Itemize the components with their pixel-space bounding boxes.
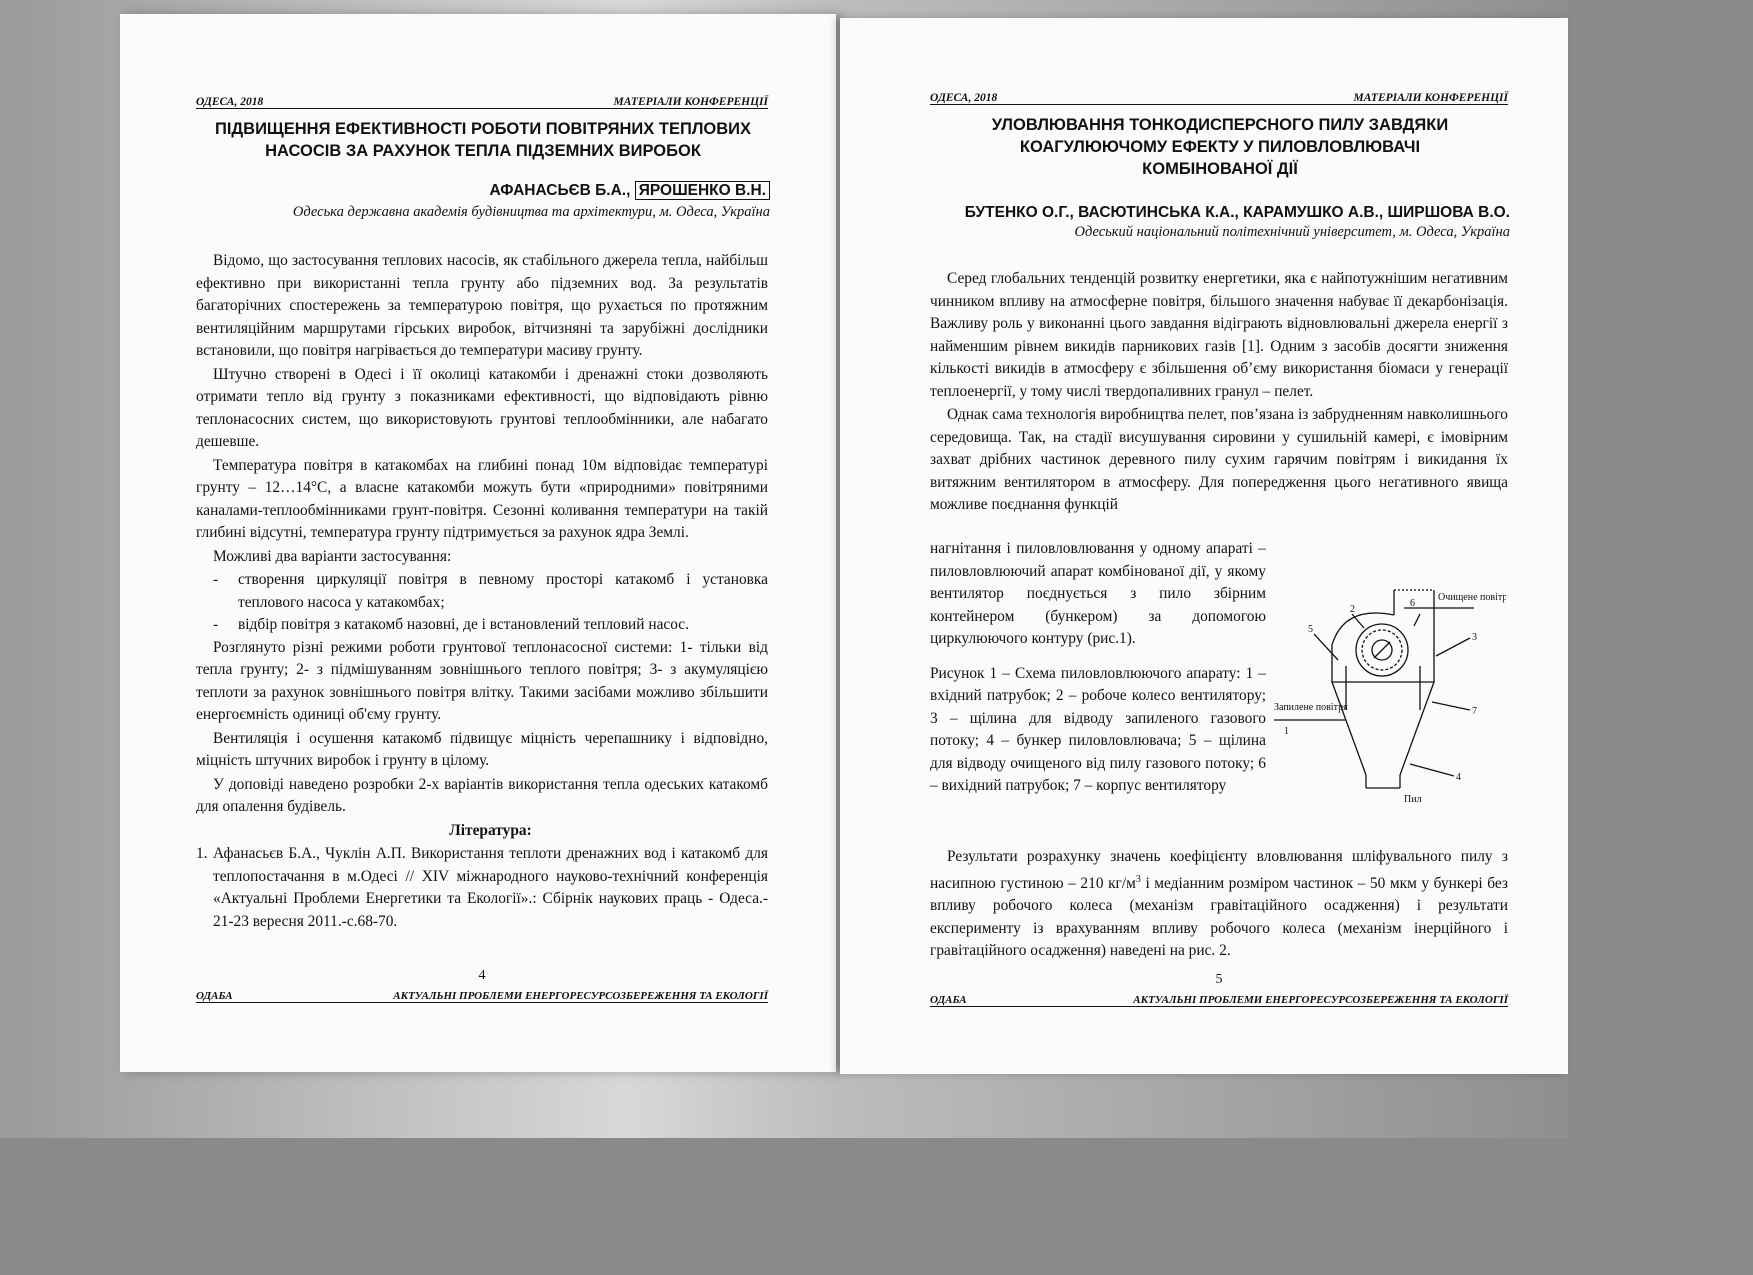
author-name: АФАНАСЬЄВ Б.А., (489, 182, 631, 199)
label-6: 6 (1410, 598, 1415, 609)
paragraph: Відомо, що застосування теплових насосів, як стабільного джерела тепла, найбільш ефективно при використанні тепла грунту або підземних вод. За результатів багаторічних спостережень за температурою повітря, що рухається по протяжним вентиляційним маршрутами гірських виробок, вітчизняні та зарубіжні дослідники встановили, що повітря нагрівається до температури масиву грунту. (196, 252, 768, 359)
left-title-line: НАСОСІВ ЗА РАХУНОК ТЕПЛА ПІДЗЕМНИХ ВИРОБОК (265, 142, 701, 160)
right-footer-title: АКТУАЛЬНІ ПРОБЛЕМИ ЕНЕРГОРЕСУРСОЗБЕРЕЖЕННЯ ТА ЕКОЛОГІЇ (1133, 994, 1508, 1006)
right-body-top (930, 268, 1508, 517)
paragraph: У доповіді наведено розробки 2-х варіантів використання тепла одеських катакомб для опалення будівель. (196, 775, 768, 815)
dash-bullet: - (213, 571, 219, 588)
left-footer-title: АКТУАЛЬНІ ПРОБЛЕМИ ЕНЕРГОРЕСУРСОЗБЕРЕЖЕННЯ ТА ЕКОЛОГІЇ (393, 990, 768, 1002)
figure-1-diagram (1274, 570, 1506, 810)
paragraph: Можливі два варіанти застосування: (213, 547, 452, 565)
right-page-number: 5 (1215, 972, 1223, 987)
right-body-narrow (930, 538, 1266, 799)
left-page-number: 4 (478, 968, 486, 983)
right-title-line: КОАГУЛЮЮЧОМУ ЕФЕКТУ У ПИЛОВЛОВЛЮВАЧІ (1019, 138, 1421, 156)
bullet-list (196, 569, 768, 637)
dust-label: Пил (1404, 794, 1422, 805)
left-article-title (180, 118, 786, 162)
superscript: 3 (1135, 873, 1141, 885)
left-running-header (196, 96, 768, 109)
right-body-bottom (930, 846, 1508, 964)
literature-heading: Література: (449, 821, 532, 839)
paragraph-continuation: нагнітання і пиловловлювання у одному апараті – пиловловлюючий апарат комбінованої дії, у якому вентилятор поєднується з пило збірним контейнером (бункером) за допомогою циркулюючого контуру (рис.1). (930, 540, 1266, 647)
label-2: 2 (1350, 604, 1355, 615)
left-affiliation: Одеська державна академія будівництва та архітектури, м. Одеса, Україна (292, 204, 770, 220)
dust-collector-schematic (1274, 570, 1506, 810)
right-affiliation: Одеський національний політехнічний університет, м. Одеса, Україна (1074, 224, 1510, 240)
paragraph: Штучно створені в Одесі і її околиці катакомби і дренажні стоки дозволяють отримати тепло від грунту з показниками ефективності, що відповідають рівню теплонасосних систем, що використовують грунтові теплообмінники, але набагато дешевше. (196, 365, 768, 450)
list-item (196, 614, 768, 637)
paragraph: Вентиляція і осушення катакомб підвищує міцність черепашнику і відповідно, міцність штучних виробок і грунту в цілому. (196, 729, 768, 769)
right-authors: БУТЕНКО О.Г., ВАСЮТИНСЬКА К.А., КАРАМУШКО А.В., ШИРШОВА В.О. (964, 204, 1510, 221)
label-4: 4 (1456, 772, 1461, 783)
paragraph-text: Результати розрахунку значень коефіцієнту вловлювання шліфувального пилу з насипною густиною – 210 кг/м (930, 848, 1508, 892)
right-footer-org: ОДАБА (930, 994, 967, 1006)
label-7: 7 (1472, 706, 1477, 717)
reference-text: Афанасьєв Б.А., Чуклін А.П. Використання теплоти дренажних вод і катакомб для теплопостачання в м.Одесі // XIV міжнародного науково-технічний конференція «Актуальні Проблеми Енергетики та Екології».: Сбірнік наукових праць - Одеса.- 21-23 вересня 2011.-с.68-70. (213, 845, 768, 930)
clean-air-label: Очищене повітря (1438, 592, 1506, 603)
paragraph-text: і медіанним розміром частинок – 50 мкм у бункері без впливу робочого колеса (механізм гравітаційного осадження) і результати експерименту із врахуванням впливу робочого колеса (механізм інерційного і гравітаційного осадження) наведені на рис. 2. (930, 874, 1508, 960)
label-5: 5 (1308, 624, 1313, 635)
right-title-line: УЛОВЛЮВАННЯ ТОНКОДИСПЕРСНОГО ПИЛУ ЗАВДЯКИ (991, 116, 1449, 134)
left-title-line: ПІДВИЩЕННЯ ЕФЕКТИВНОСТІ РОБОТИ ПОВІТРЯНИХ ТЕПЛОВИХ (214, 120, 752, 138)
right-running-header (930, 92, 1508, 105)
list-item (196, 569, 768, 614)
right-running-footer (930, 994, 1508, 1007)
left-footer-org: ОДАБА (196, 990, 233, 1002)
left-body (196, 250, 768, 933)
reference-number: 1. (196, 845, 208, 862)
right-header-place: ОДЕСА, 2018 (930, 92, 998, 104)
list-item-text: відбір повітря з катакомб назовні, де і встановлений тепловий насос. (238, 616, 689, 633)
left-page (120, 14, 836, 1072)
left-header-place: ОДЕСА, 2018 (196, 96, 264, 108)
left-header-title: МАТЕРІАЛИ КОНФЕРЕНЦІЇ (613, 96, 768, 108)
paragraph: Серед глобальних тенденцій розвитку енергетики, яка є найпотужнішим негативним чинником впливу на атмосферне повітря, більшого значення набуває її декарбонізація. Важливу роль у виконанні цього завдання відіграють відновлювальні джерела енергії з найменшим рівнем викидів парникових газів [1]. Одним з засобів досягти зниження кількості викидів в атмосферу є збільшення об’єму використання біомаси у генерації теплоенергії, у тому числі твердопаливних гранул – пелет. (930, 270, 1508, 400)
left-running-footer (196, 990, 768, 1003)
left-authors (180, 182, 770, 200)
figure-caption: Рисунок 1 – Схема пиловловлюючого апарату: 1 – вхідний патрубок; 2 – робоче колесо вентилятору; 3 – щілина для відводу запиленого газового потоку; 4 – бункер пиловловлювача; 5 – щілина для відводу очищеного від пилу газового потоку; 6 – вихідний патрубок; 7 – корпус вентилятору (930, 664, 1266, 794)
paragraph: Розглянуто різні режими роботи грунтової теплонасосної системи: 1- тільки від тепла грунту; 2- з підмішуванням зовнішнього теплого повітря; 3- з акумуляцією теплоти за рахунок зовнішнього повітря влітку. Такими засібами можливо збільшити енергоємність одиниці об'єму грунту. (196, 638, 768, 723)
right-header-title: МАТЕРІАЛИ КОНФЕРЕНЦІЇ (1353, 92, 1508, 104)
paragraph: Температура повітря в катакомбах на глибині понад 10м відповідає температурі грунту – 12…14°С, а власне катакомби можуть бути «природними» повітряними каналами-теплообмінниками грунт-повітря. Сезонні коливання температури на такій глибині відсутні, температура грунту підтримується за рахунок ядра Землі. (196, 456, 768, 541)
label-3: 3 (1472, 632, 1477, 643)
paragraph (930, 846, 1508, 963)
reference-item (196, 843, 768, 933)
dash-bullet: - (213, 616, 219, 633)
author-name-boxed: ЯРОШЕНКО В.Н. (635, 181, 770, 200)
right-title-line: КОМБІНОВАНОЇ ДІЇ (1142, 160, 1298, 178)
list-item-text: створення циркуляції повітря в певному просторі катакомб і установка теплового насоса у катакомбах; (238, 571, 768, 611)
dusty-air-label: Запилене повітря (1274, 702, 1348, 713)
right-page (840, 18, 1568, 1074)
label-1: 1 (1284, 726, 1289, 737)
right-article-title (920, 114, 1520, 180)
paragraph: Однак сама технологія виробництва пелет, пов’язана із забрудненням навколишнього середовища. Так, на стадії висушування сировини у сушильній камері, є імовірним захват дрібних частинок деревного пилу сухим гарячим повітрям і викидання їх витяжним вентилятором в атмосферу. Для попередження цього негативного явища можливе поєднання функцій (930, 406, 1509, 513)
